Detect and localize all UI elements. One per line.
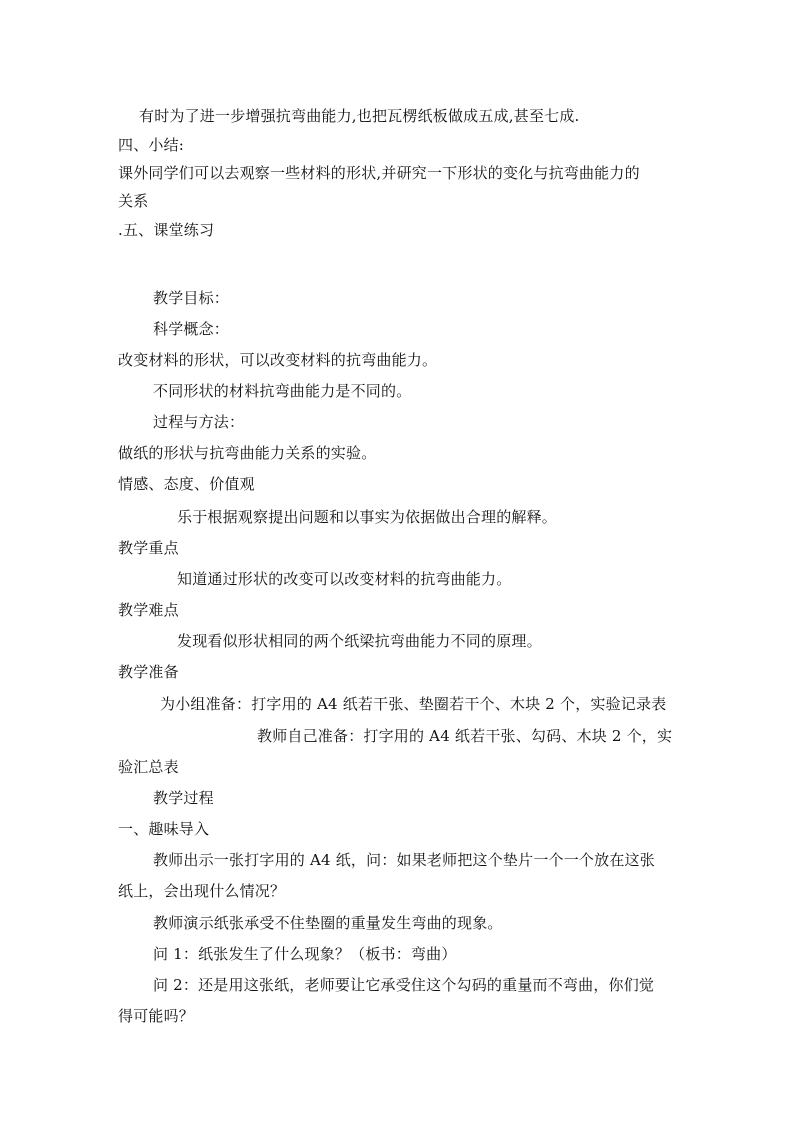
text-line: 验汇总表: [118, 758, 179, 776]
label-line: 教学难点: [118, 601, 179, 619]
text-line: 乐于根据观察提出问题和以事实为依据做出合理的解释。: [177, 508, 558, 526]
label-line: 教学过程: [153, 789, 214, 807]
label-line: 教学重点: [118, 539, 179, 557]
text-line: 教师出示一张打字用的 A4 纸，问：如果老师把这个垫片一个一个放在这张: [153, 851, 655, 869]
label-line: 教学目标：: [153, 289, 230, 307]
text-line: 问 2：还是用这张纸，老师要让它承受住这个勾码的重量而不弯曲，你们觉: [153, 976, 655, 994]
text-line: 课外同学们可以去观察一些材料的形状,并研究一下形状的变化与抗弯曲能力的: [118, 164, 640, 182]
text-line: 得可能吗？: [118, 1007, 195, 1025]
text-line: 发现看似形状相同的两个纸梁抗弯曲能力不同的原理。: [177, 632, 542, 650]
label-line: 教学准备: [118, 663, 179, 681]
text-line: 为小组准备：打字用的 A4 纸若干张、垫圈若干个、木块 2 个，实验记录表: [160, 695, 667, 713]
text-line: 不同形状的材料抗弯曲能力是不同的。: [153, 382, 412, 400]
text-line: 教师演示纸张承受不住垫圈的重量发生弯曲的现象。: [153, 914, 503, 932]
text-line: 关系: [118, 192, 149, 210]
text-line: 问 1：纸张发生了什么现象？（板书：弯曲）: [153, 945, 457, 963]
label-line: 过程与方法：: [153, 413, 245, 431]
text-line: 教师自己准备：打字用的 A4 纸若干张、勾码、木块 2 个，实: [257, 727, 673, 745]
section-heading: 一、趣味导入: [118, 820, 210, 838]
text-line: 知道通过形状的改变可以改变材料的抗弯曲能力。: [177, 570, 512, 588]
section-heading: .五、课堂练习: [118, 221, 215, 239]
text-line: 有时为了进一步增强抗弯曲能力,也把瓦楞纸板做成五成,甚至七成.: [139, 107, 580, 125]
text-line: 改变材料的形状，可以改变材料的抗弯曲能力。: [118, 351, 438, 369]
section-heading: 四、小结:: [118, 136, 185, 154]
label-line: 情感、态度、价值观: [118, 475, 255, 493]
text-line: 做纸的形状与抗弯曲能力关系的实验。: [118, 444, 377, 462]
label-line: 科学概念：: [153, 320, 230, 338]
text-line: 纸上，会出现什么情况？: [118, 882, 286, 900]
